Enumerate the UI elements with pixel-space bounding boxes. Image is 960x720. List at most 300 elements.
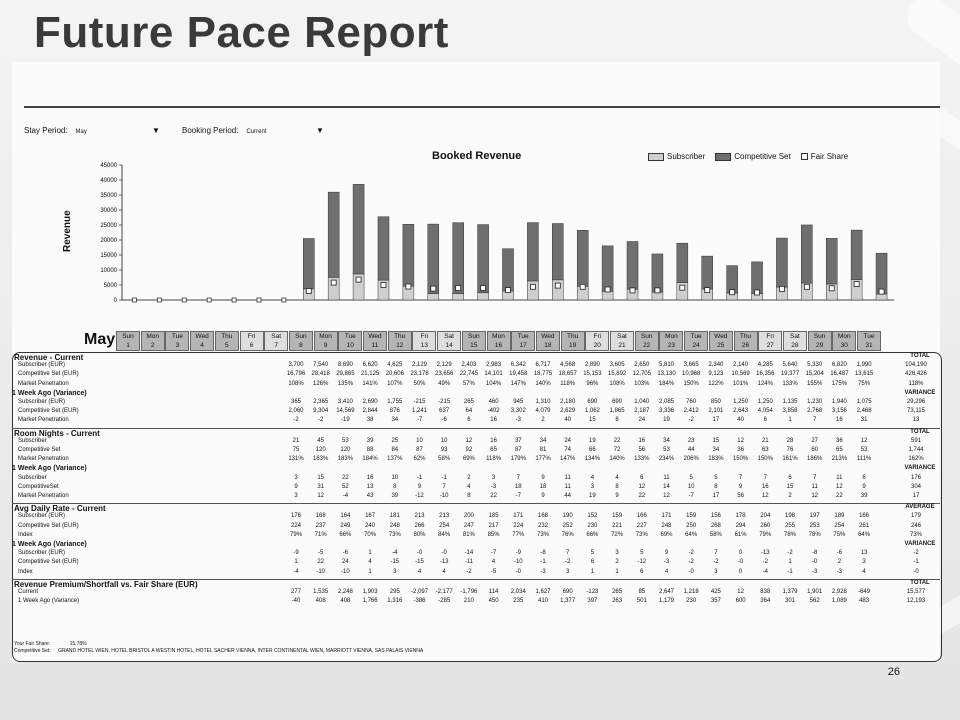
table-cell: 22 [836, 493, 843, 499]
table-cell: -2,177 [435, 589, 453, 595]
table-cell: 126% [313, 380, 329, 387]
table-cell: 104% [485, 380, 502, 387]
table-cell: 184% [658, 380, 675, 387]
table-cell: 131% [288, 456, 304, 463]
day-of-week: Wed [368, 333, 382, 340]
fair-share-marker [555, 283, 560, 288]
table-cell: 118% [486, 456, 502, 463]
table-cell: 40 [564, 417, 572, 424]
table-cell: -7 [490, 550, 497, 557]
table-cell: 1,535 [313, 589, 329, 595]
table-cell: 66% [586, 531, 599, 538]
table-cell: 1,940 [831, 399, 847, 405]
legend-fair-share: Fair Share [801, 152, 848, 161]
table-cell: 213 [414, 513, 425, 520]
table-cell: 183% [337, 456, 354, 463]
table-cell: 15,204 [805, 371, 824, 378]
table-cell: 179% [510, 456, 526, 463]
table-cell: -6 [441, 417, 447, 424]
table-cell: -6 [836, 550, 843, 557]
table-cell: 88 [366, 447, 374, 453]
table-cell: 140% [609, 456, 625, 463]
table-cell: 101% [732, 380, 749, 387]
table-cell: 73% [635, 531, 648, 538]
day-number: 4 [200, 342, 204, 349]
table-cell: -2 [318, 417, 324, 424]
table-cell: 49% [438, 380, 451, 387]
table-cell: 124% [757, 380, 773, 387]
table-cell: 24 [564, 437, 572, 444]
table-cell: 4,568 [560, 362, 576, 369]
table-cell: 152 [587, 513, 598, 520]
table-cell: 2,248 [337, 589, 353, 595]
calendar-day [165, 331, 189, 351]
table-cell: 12 [737, 589, 744, 595]
table-cell: 7 [763, 474, 767, 481]
table-cell: 221 [612, 522, 623, 529]
row-total: 162% [908, 456, 924, 463]
row-label: 1 Week Ago (Variance) [18, 598, 80, 605]
bar-subscriber [876, 294, 887, 300]
day-of-week: Mon [492, 333, 505, 340]
table-cell: 108% [609, 380, 625, 387]
table-cell: 249 [340, 522, 351, 529]
table-cell: -2 [762, 559, 768, 566]
day-of-week: Tue [171, 333, 183, 340]
fair-share-marker [406, 284, 411, 289]
day-number: 5 [224, 342, 229, 349]
table-cell: 4 [417, 568, 422, 575]
calendar-day [412, 331, 436, 351]
section-header: TOTAL [910, 353, 930, 359]
row-label: Subscriber (EUR) [18, 550, 66, 557]
fair-share-marker [506, 288, 511, 293]
chevron-down-icon[interactable]: ▼ [316, 126, 324, 135]
calendar-day [783, 331, 807, 351]
table-cell: 1,901 [807, 589, 823, 595]
table-cell: 177% [535, 456, 551, 463]
table-cell: 6 [763, 417, 767, 424]
row-label: Index [18, 568, 33, 575]
calendar-day [536, 331, 560, 351]
y-axis-label: Revenue [62, 210, 73, 252]
table-cell: 76 [786, 447, 794, 453]
table-cell: 8 [615, 417, 619, 424]
row-total: 426,426 [905, 371, 927, 378]
booking-period-select[interactable]: Current [246, 129, 267, 135]
fair-share-marker [456, 286, 461, 291]
day-number: 19 [568, 342, 577, 349]
table-cell: 12 [811, 493, 819, 499]
section-header: TOTAL [910, 428, 930, 435]
table-cell: 1,865 [609, 408, 625, 415]
table-cell: 23,178 [410, 371, 429, 378]
y-tick-label: 45000 [100, 163, 117, 169]
table-cell: 2,060 [288, 408, 304, 415]
table-cell: 254 [834, 522, 845, 529]
table-cell: 22,745 [459, 371, 479, 378]
calendar-day [141, 331, 165, 351]
y-tick-label: 25000 [100, 223, 117, 229]
table-cell: 265 [612, 589, 623, 595]
table-cell: 120 [315, 447, 326, 453]
table-cell: 3,156 [831, 408, 847, 415]
day-of-week: Thu [566, 333, 579, 340]
table-cell: 2,643 [733, 408, 749, 415]
table-cell: 63 [761, 447, 769, 453]
table-cell: 1 [294, 559, 298, 566]
day-of-week: Sun [640, 333, 653, 340]
table-cell: -12 [415, 493, 424, 499]
subsection-title: 1 Week Ago (Variance) [12, 541, 87, 548]
day-of-week: Fri [247, 333, 256, 340]
table-cell: 7 [442, 483, 446, 490]
table-cell: 1,766 [362, 598, 378, 605]
calendar-day [116, 331, 140, 351]
table-cell: 1,135 [782, 399, 798, 405]
table-cell: -0 [737, 559, 744, 566]
table-cell: 2,890 [584, 362, 600, 369]
table-cell: 181 [389, 513, 400, 520]
table-cell: 240 [365, 522, 376, 529]
table-cell: 16,487 [830, 371, 849, 378]
table-cell: 73% [536, 531, 549, 538]
table-cell: 760 [686, 399, 697, 405]
subsection-header: VARIANCE [904, 541, 936, 547]
table-cell: -1 [416, 474, 423, 481]
table-cell: 17 [712, 417, 720, 424]
table-cell: 6 [862, 474, 866, 481]
table-cell: 408 [340, 598, 351, 605]
fair-share-marker [680, 285, 685, 290]
table-cell: 107% [387, 380, 403, 387]
table-cell: 168 [537, 513, 548, 520]
day-of-week: Sun [468, 333, 480, 340]
day-number: 14 [445, 342, 453, 349]
table-cell: 2,101 [708, 408, 724, 415]
table-cell: 1 [368, 568, 372, 575]
y-tick-label: 0 [113, 298, 117, 304]
table-cell: 235 [513, 598, 524, 605]
table-cell: 61% [734, 531, 747, 538]
table-cell: 268 [710, 522, 721, 529]
table-cell: 838 [760, 589, 771, 595]
table-cell: 39 [366, 437, 374, 444]
row-total: 246 [910, 522, 921, 529]
table-cell: 4 [368, 559, 372, 566]
calendar-day [734, 331, 758, 351]
table-cell: 3 [294, 474, 298, 481]
table-cell: 12 [638, 483, 646, 490]
bar-competitive-set [403, 224, 414, 286]
table-cell: 64% [685, 531, 698, 538]
table-cell: 9 [294, 483, 298, 490]
table-cell: 7 [714, 550, 718, 557]
table-cell: -11 [464, 559, 473, 566]
table-cell: 65 [490, 447, 497, 453]
table-cell: 254 [439, 522, 450, 529]
table-cell: 21 [292, 437, 300, 444]
row-total: 29,296 [906, 399, 926, 405]
table-cell: 31 [317, 483, 325, 490]
table-cell: 13,130 [657, 371, 676, 378]
calendar-day [314, 331, 338, 351]
stay-period-select[interactable]: May [75, 129, 87, 135]
table-cell: 56 [737, 493, 744, 499]
table-cell: 3 [491, 474, 496, 481]
table-cell: 74 [564, 447, 572, 453]
chart-title: Booked Revenue [432, 150, 522, 162]
table-cell: -1,796 [460, 589, 478, 595]
day-number: 18 [544, 342, 552, 349]
table-cell: 5 [689, 474, 693, 481]
table-cell: -215 [438, 399, 451, 405]
table-cell: 232 [537, 522, 548, 529]
table-cell: 178 [735, 513, 746, 520]
fair-share-marker [381, 283, 386, 288]
calendar-month: May [84, 331, 116, 348]
table-cell: -2 [688, 559, 694, 566]
row-total: 176 [910, 474, 921, 481]
table-cell: 5 [640, 550, 644, 557]
table-cell: 2 [788, 493, 792, 499]
table-cell: -10 [341, 568, 350, 575]
chevron-down-icon[interactable]: ▼ [152, 126, 160, 135]
day-number: 1 [126, 342, 130, 349]
table-cell: 9 [738, 483, 743, 490]
table-cell: 7 [738, 474, 743, 481]
table-cell: 224 [513, 522, 524, 529]
day-number: 22 [643, 342, 651, 349]
table-cell: 408 [315, 598, 326, 605]
table-cell: 365 [290, 399, 301, 405]
day-number: 12 [396, 342, 404, 349]
table-cell: 6,620 [362, 362, 378, 369]
table-cell: 2,983 [486, 362, 502, 369]
table-cell: 37 [514, 437, 522, 444]
calendar-day [832, 331, 856, 351]
table-cell: -0 [812, 559, 818, 566]
fair-share-marker [257, 298, 261, 302]
day-of-week: Thu [739, 333, 752, 340]
table-cell: 19 [663, 417, 670, 424]
table-cell: 6 [590, 559, 595, 566]
row-label: Subscriber (EUR) [18, 399, 66, 405]
row-total: 104,190 [905, 362, 927, 369]
table-cell: 260 [760, 522, 771, 529]
calendar-day [462, 331, 486, 351]
subsection-header: VARIANCE [904, 389, 936, 396]
table-cell: 19 [589, 493, 596, 499]
day-of-week: Mon [146, 333, 160, 340]
bar-subscriber [478, 293, 489, 300]
table-cell: 2,768 [807, 408, 823, 415]
table-cell: 93 [440, 447, 448, 453]
row-label: Competitive Set (EUR) [18, 559, 79, 566]
table-cell: -1 [540, 559, 546, 566]
table-cell: -2 [466, 568, 472, 575]
table-cell: 28 [786, 437, 794, 444]
row-label: Competitive Set (EUR) [18, 371, 79, 378]
table-cell: -5 [490, 568, 497, 575]
table-cell: 171 [513, 513, 524, 520]
table-cell: 84 [391, 447, 399, 453]
table-cell: 3 [393, 568, 397, 575]
calendar-day [338, 331, 362, 351]
table-cell: 3,858 [782, 408, 798, 415]
table-cell: 53 [860, 447, 868, 453]
table-cell: 301 [784, 598, 795, 605]
table-cell: 12,705 [632, 371, 651, 378]
table-cell: 3,665 [683, 362, 699, 369]
table-cell: 16 [638, 437, 646, 444]
row-label: Current [18, 589, 39, 595]
calendar-day [709, 331, 733, 351]
calendar-day [684, 331, 708, 351]
table-cell: 190 [562, 513, 573, 520]
table-cell: 12 [737, 437, 744, 444]
table-cell: 14,569 [336, 408, 355, 415]
calendar-day [610, 331, 634, 351]
day-number: 31 [865, 342, 873, 349]
table-cell: 150% [757, 456, 773, 463]
table-cell: 2 [837, 559, 842, 566]
table-cell: 103% [634, 380, 650, 387]
table-cell: 3 [590, 483, 595, 490]
table-cell: 168 [315, 513, 326, 520]
table-cell: 16 [761, 483, 769, 490]
table-cell: 213 [439, 513, 450, 520]
table-cell: 2,034 [510, 589, 526, 595]
table-cell: 38 [366, 417, 374, 424]
table-cell: 3 [566, 568, 570, 575]
table-cell: 22 [638, 493, 646, 499]
table-cell: 3,302 [510, 408, 526, 415]
day-number: 25 [717, 342, 725, 349]
bar-competitive-set [652, 254, 663, 292]
fair-share-marker [779, 286, 784, 291]
table-cell: 876 [389, 408, 400, 415]
table-cell: 64% [858, 531, 871, 538]
row-label: Index [18, 531, 33, 538]
table-cell: 16 [836, 417, 843, 424]
row-label: Competitive Set (EUR) [18, 408, 79, 415]
table-cell: -4 [293, 568, 299, 575]
row-label: Market Penetration [18, 456, 69, 463]
table-cell: 4 [442, 568, 446, 575]
legend-competitive-set: Competitive Set [715, 152, 790, 161]
table-cell: 64 [465, 408, 473, 415]
day-of-week: Fri [766, 333, 774, 340]
table-cell: 71% [314, 531, 327, 538]
calendar-day [437, 331, 461, 351]
day-of-week: Sat [444, 333, 454, 340]
table-cell: 5 [590, 550, 595, 557]
table-cell: 2,403 [461, 362, 477, 369]
y-tick-label: 10000 [100, 268, 117, 274]
table-cell: 137% [387, 456, 403, 463]
y-tick-label: 40000 [100, 178, 117, 184]
table-cell: 1,627 [535, 589, 551, 595]
table-cell: 397 [587, 598, 598, 605]
table-cell: 141% [362, 380, 378, 387]
table-cell: 7 [566, 550, 570, 557]
table-cell: -123 [586, 589, 599, 595]
table-cell: 183% [708, 456, 724, 463]
table-cell: -12 [637, 559, 647, 566]
day-number: 30 [840, 342, 848, 349]
day-of-week: Sat [617, 333, 627, 340]
y-tick-label: 5000 [103, 283, 117, 289]
table-cell: 483 [859, 598, 870, 605]
table-cell: 18 [539, 483, 547, 490]
fair-share-marker [232, 298, 236, 302]
table-cell: -4 [762, 568, 768, 575]
subsection-title: 1 Week Ago (Variance) [12, 465, 87, 473]
day-number: 17 [519, 342, 527, 349]
table-cell: 56 [638, 447, 646, 453]
subsection-header: VARIANCE [904, 465, 936, 472]
fair-share-marker [705, 288, 710, 293]
fair-share-note: Your Fair Share: 15.78% [14, 641, 87, 647]
day-of-week: Thu [394, 333, 406, 340]
section-title: Room Nights - Current [14, 428, 100, 438]
fair-share-marker [356, 277, 361, 282]
legend-subscriber: Subscriber [648, 152, 705, 161]
table-cell: 53 [342, 437, 349, 444]
calendar-day [190, 331, 214, 351]
table-cell: -2 [688, 550, 694, 557]
table-cell: 12 [836, 483, 843, 490]
fair-share-marker [605, 287, 610, 292]
day-number: 16 [494, 342, 503, 349]
table-cell: 637 [439, 408, 450, 415]
table-cell: 65 [836, 447, 843, 453]
day-number: 11 [371, 342, 379, 349]
table-cell: -3 [663, 559, 670, 566]
table-cell: 9 [541, 493, 545, 499]
table-cell: 2,187 [634, 408, 650, 415]
table-cell: 66% [339, 531, 352, 538]
table-cell: 39 [860, 493, 868, 499]
day-of-week: Tue [863, 333, 875, 340]
table-cell: 4 [862, 568, 866, 575]
table-cell: 15 [712, 437, 720, 444]
table-cell: 2,180 [560, 399, 576, 405]
table-cell: -3 [812, 568, 818, 575]
y-tick-label: 15000 [100, 253, 117, 259]
table-cell: 17 [712, 493, 720, 499]
table-cell: 410 [537, 598, 548, 605]
table-cell: 21,125 [360, 371, 380, 378]
table-cell: 1 [615, 568, 619, 575]
row-label: Market Penetration [18, 417, 69, 424]
bar-competitive-set [378, 217, 389, 280]
table-cell: 16,356 [756, 371, 775, 378]
table-cell: -9 [515, 550, 521, 557]
table-cell: 85% [487, 531, 500, 538]
table-cell: 230 [686, 598, 697, 605]
day-number: 26 [741, 342, 750, 349]
table-cell: -2,097 [410, 589, 428, 595]
table-cell: -10 [439, 493, 449, 499]
table-cell: 15,892 [607, 371, 627, 378]
table-cell: 11 [663, 474, 670, 481]
table-cell: 7 [516, 474, 520, 481]
table-cell: 10,569 [731, 371, 750, 378]
table-cell: 2,647 [658, 589, 674, 595]
table-cell: 248 [661, 522, 672, 529]
